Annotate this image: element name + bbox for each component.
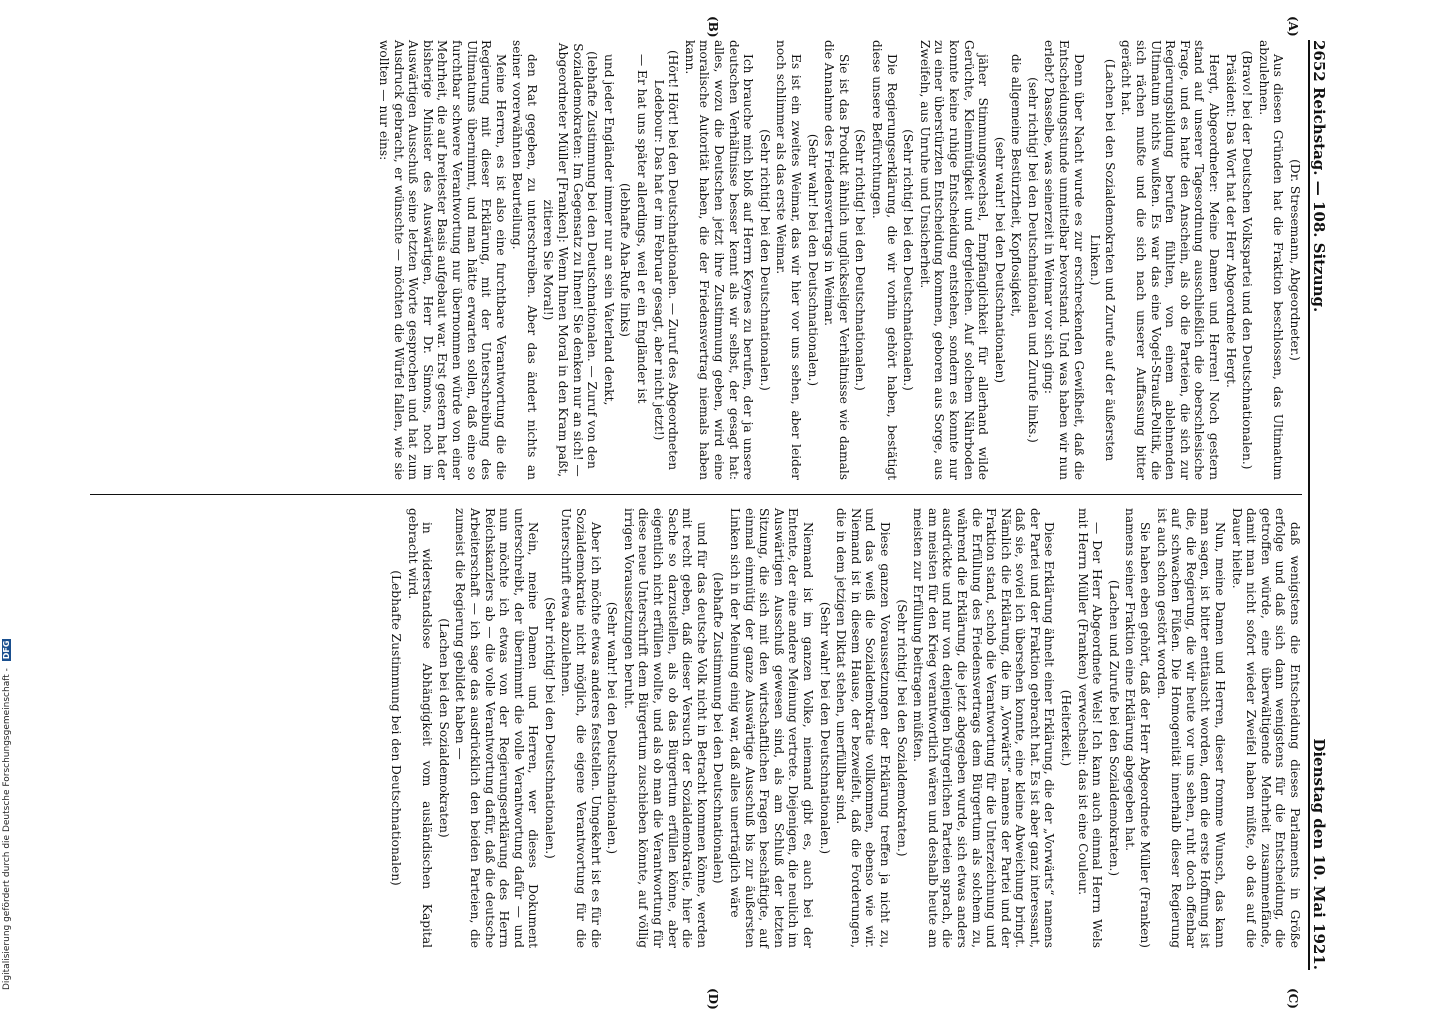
speech-paragraph: Denn über Nacht wurde es zur erschreckenden Gewißheit, daß die Entscheidungsstunde unmittelbar bevorstand. Und was haben wir nun erlebt? Dasselbe, was seinerzeit in Weimar vor sich ging:: [1042, 40, 1086, 480]
scanned-page: [80, 16, 1340, 1010]
speech-paragraph: Meine Herren, es ist also eine furchtbare Verantwortung die die Regierung mit dieser Erklärung, mit der Unterschreibung des Ultimatums übernimmt, und man hätte erwarten sollen, daß eine so furchtbar schwere Verantwortung nur übernommen würde von einer Mehrheit, die auf breitester Basis aufgebaut war. Erst gestern hat der bisherige Minister des Auswärtigen, Herr Dr. Simons, noch im Auswärtigen Ausschuß seine letzten Worte gesprochen und hat zum Ausdruck gebracht, er wünschte — möchten die Würfel fallen, wie sie wollten — nur eins:: [376, 40, 508, 480]
column-divider: [90, 494, 1302, 495]
left-column: [80, 40, 1302, 480]
interjection-paragraph: (Bravo! bei der Deutschen Volkspartei und den Deutschnationalen.): [1240, 50, 1255, 470]
interjection-paragraph: (Lachen bei den Sozialdemokraten): [436, 618, 451, 838]
interjection-paragraph: (Sehr wahr! bei den Deutschnationalen.): [805, 133, 820, 387]
interjection-paragraph: (Sehr wahr! bei den Deutschnationalen.): [817, 601, 832, 855]
margin-mark-d: (D): [706, 988, 720, 1010]
speech-paragraph: Nein, meine Damen und Herren, wer dieses Dokument unterschreibt, der übernimmt die volle Verantwortung dafür — und nun möchte ich etwas von der Regierungserklärung des Herrn Reichskanzlers ab — die volle Verantwortung dafür, daß die deutsche Arbeiterschaft — ich sage das ausdrücklich den beiden Parteien, die zumeist die Regierung gebildet haben —: [453, 508, 541, 948]
digitization-text: Digitalisierung gefördert durch die Deutsche Forschungsgemeinschaft -: [2, 668, 12, 990]
speech-paragraph: — Der Herr Abgeordnete Wels! Ich kann auch einmal Herrn Wels mit Herrn Müller (Franken) verwechseln: das ist eine Couleur.: [1075, 508, 1105, 948]
interjection-paragraph: (lebhafte Zustimmung bei den Deutschnationalen): [711, 572, 726, 884]
speech-paragraph: und für das deutsche Volk nicht in Betracht kommen könne, werden mit recht geben, daß dieser Versuch der Sozialdemokratie, hier die Sache so darzustellen, als ob das Bürgertum erfüllen könne, aber eigentlich nicht erfüllen wollte, und als ob man die Verantwortung für diese neue Unterschrift dem Bürgertum zuschieben könnte, auf völlig irrigen Voraussetzungen beruht.: [621, 508, 709, 948]
interjection-paragraph: (Sehr richtig! bei den Deutschnationalen.): [757, 129, 772, 391]
margin-mark-a: (A): [1286, 16, 1300, 37]
interjection-paragraph: (Sehr richtig! bei den Sozialdemokraten.): [894, 599, 909, 857]
interjection-paragraph: (Hört! Hört! bei den Deutschnationalen. — Zuruf des Abgeordneten Ledebour: Das hat er im Februar gesagt, aber nicht jetzt!): [651, 49, 681, 471]
speech-paragraph: daß wenigstens die Entscheidung dieses Parlaments in Größe erfolge und daß sich dann wenigstens für die Entscheidung, die getroffen würde, eine überwältigende Mehrheit zusammenfände, damit man nicht sofort wieder Zweifel haben müßte, ob das auf die Dauer hielte.: [1229, 508, 1302, 948]
interjection-paragraph: (Heiterkeit.): [1059, 689, 1074, 767]
speech-paragraph: Hergt, Abgeordneter: Meine Damen und Herren! Noch gestern stand auf unserer Tagesordnung ausschließlich die oberschlesische Frage, und es hatte den Anschein, als ob die Parteien, die sich zur Regierungsbildung berufen fühlten, von einem ablehnenden Ultimatum nichts wußten. Es war das eine Vogel-Strauß-Politik, die sich rächen mußte und die sich nach unserer Auffassung bitter gerächt hat.: [1119, 40, 1222, 480]
interjection-paragraph: (Lachen bei den Sozialdemokraten und Zurufe auf der äußersten Linken.): [1088, 58, 1117, 462]
interjection-paragraph: (sehr richtig! bei den Deutschnationalen und Zurufe links.): [1025, 77, 1040, 443]
speech-paragraph: Präsident: Das Wort hat der Herr Abgeordnete Hergt.: [1223, 54, 1238, 388]
digitization-note: [2, 639, 12, 990]
interjection-paragraph: (Lachen und Zurufe bei den Sozialdemokraten.): [1106, 579, 1121, 877]
speech-paragraph: Ich brauche mich bloß auf Herrn Keynes zu berufen, der ja unsere deutschen Verhältnisse besser kennt als wir selbst, der gesagt hat: alles, wozu die Deutschen jetzt ihre Zustimmung geben, wird eine moralische Autorität haben, die der Friedensvertrag niemals haben kann.: [682, 40, 756, 480]
margin-mark-b: (B): [706, 16, 720, 38]
speech-paragraph: Sie haben eben gehört, daß der Herr Abgeordnete Müller (Franken) namens seiner Fraktion eine Erklärung abgegeben hat.: [1123, 508, 1153, 948]
dfg-logo: DFG: [2, 640, 11, 660]
interjection-paragraph: (lebhafte Aha-Rufe links): [618, 183, 633, 337]
interjection-paragraph: (Dr. Stresemann, Abgeordneter.): [1288, 159, 1302, 361]
speech-paragraph: Die Regierungserklärung, die wir vorhin gehört haben, bestätigt diese unsere Befürchtungen.: [869, 40, 899, 480]
speech-paragraph: Aber ich möchte etwas anderes feststellen. Umgekehrt ist es für die Sozialdemokratie nicht möglich, die eigene Verantwortung für die Unterschrift etwa abzulehnen.: [559, 508, 603, 948]
speech-paragraph: in widerstandslose Abhängigkeit vom ausländischen Kapital gebracht wird.: [405, 508, 435, 948]
header-left: 2652 Reichstag. — 108. Sitzung.: [1310, 40, 1328, 313]
interjection-paragraph: (Sehr wahr! bei den Deutschnationalen.): [605, 601, 620, 855]
speech-paragraph: und jeder Engländer immer nur an sein Vaterland denkt,: [601, 54, 616, 406]
right-column: [80, 508, 1302, 948]
speech-paragraph: die allgemeine Bestürztheit, Kopflosigkeit,: [1009, 54, 1024, 317]
margin-mark-c: (C): [1286, 988, 1300, 1009]
speech-paragraph: — Er hat uns später allerdings, weil er ein Engländer ist: [635, 54, 650, 404]
interjection-paragraph: (lebhafte Zustimmung bei den Deutschnationalen. — Zuruf von den Sozialdemokraten: Im Gegensatz zu Ihnen! Sie denken nur an sich! — Abgeordneter Müller [Franken]: Wenn Ihnen Moral in den Kram paßt, zitieren Sie Moral!): [541, 42, 600, 478]
speech-paragraph: Diese Erklärung ähnelt einer Erklärung, die der „Vorwärts“ namens der Partei und der Fraktion gebracht hat. Es ist aber ganz interessant, daß sie, soviel ich übersehen konnte, eine kleine Abweichung bringt. Nämlich die Erklärung, die im „Vorwärts“ namens der Partei und der Fraktion stand, schob die Verantwortung für die Unterzeichnung und die Erfüllung des Friedensvertrags dem Bürgertum als solchem zu, während die Erklärung, die jetzt abgegeben wurde, sich etwas anders ausdrückte und nur von denjenigen bürgerlichen Parteien sprach, die am meisten für den Krieg verantwortlich wären und deshalb heute am meisten zur Erfüllung beitragen müßten.: [911, 508, 1057, 948]
interjection-paragraph: (Sehr richtig! bei den Deutschnationalen.): [901, 129, 916, 391]
speech-paragraph: Aus diesen Gründen hat die Fraktion beschlossen, das Ultimatum abzulehnen.: [1256, 40, 1286, 480]
speech-paragraph: Diese ganzen Voraussetzungen der Erklärung treffen ja nicht zu, und das weiß die Sozialdemokratie vollkommen, ebenso wie wir. Niemand ist in diesem Hause, der bezweifelt, daß die Forderungen, die in dem jetzigen Diktat stehen, unerfüllbar sind.: [834, 508, 892, 948]
speech-paragraph: jäher Stimmungswechsel, Empfänglichkeit für allerhand wilde Gerüchte, Kleinmütigkeit und dergleichen. Auf solchem Nährboden konnte keine ruhige Entscheidung entstehen, sondern es konnte nur zu einer überstürzten Entscheidung kommen, geboren aus Sorge, aus Zweifeln, aus Unruhe und Unsicherheit.: [917, 40, 991, 480]
interjection-paragraph: (Sehr richtig! bei den Deutschnationalen.): [542, 597, 557, 859]
interjection-paragraph: (Lebhafte Zustimmung bei den Deutschnationalen): [388, 570, 403, 886]
page-header: [1308, 40, 1340, 970]
interjection-paragraph: (sehr wahr! bei den Deutschnationalen): [992, 136, 1007, 384]
header-right: Dienstag den 10. Mai 1921.: [1310, 738, 1328, 970]
interjection-paragraph: (Sehr richtig! bei den Deutschnationalen.): [853, 129, 868, 391]
speech-paragraph: Sie ist das Produkt ähnlich unglückseliger Verhältnisse wie damals die Annahme des Friedensvertrags in Weimar.: [822, 40, 851, 480]
speech-paragraph: Es ist ein zweites Weimar, das wir hier vor uns sehen, aber leider noch schlimmer als das erste Weimar.: [774, 40, 803, 480]
speech-paragraph: den Rat gegeben, zu unterschreiben. Aber das ändert nichts an seiner vorerwähnten Beurteilung.: [510, 40, 539, 480]
speech-paragraph: Nun, meine Damen und Herren, dieser fromme Wunsch, das kann man sagen, ist bitter enttäuscht worden, denn die erste Hoffnung ist die, die Regierung, die wir heute vor uns sehen, ruht doch offenbar auf schwachen Füßen. Die Homogenität innerhalb dieser Regierung ist auch schon gestört worden.: [1154, 508, 1228, 948]
speech-paragraph: Niemand ist im ganzen Volke, niemand gibt es, auch bei der Entente, der eine andere Meinung vertrete. Diejenigen, die neulich im Auswärtigen Ausschuß gewesen sind, als am Schluß der letzten Sitzung, die sich mit den wirtschaftlichen Fragen beschäftigte, auf einmal einmütig der ganze Auswärtige Ausschuß bis zur äußersten Linken sich in der Meinung einig war, daß alles unerträglich wäre: [728, 508, 815, 948]
